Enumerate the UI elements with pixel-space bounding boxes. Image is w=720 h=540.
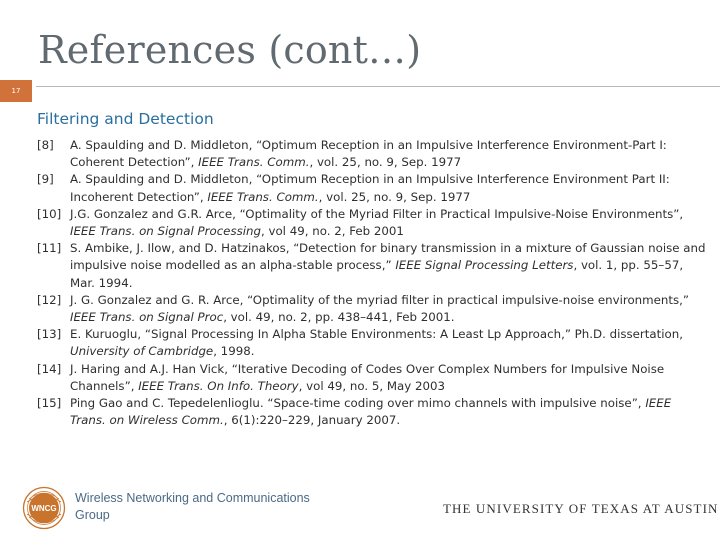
reference-fragment: , vol 49, no. 2, Feb 2001: [260, 224, 404, 239]
reference-venue: IEEE Signal Processing Letters: [395, 258, 574, 273]
slide-title: References (cont…): [38, 28, 422, 72]
reference-venue: IEEE Trans. on Wireless Comm.: [70, 396, 672, 428]
reference-item: [37, 361, 707, 395]
reference-fragment: A. Spaulding and D. Middleton, “Optimum Reception in an Impulsive Interference Environment-Part I: Coherent Detection”,: [70, 138, 667, 170]
reference-fragment: , vol. 1, pp. 55–57, Mar. 1994.: [70, 258, 684, 290]
title-divider: [36, 86, 720, 87]
section-heading: Filtering and Detection: [37, 110, 214, 128]
reference-fragment: E. Kuruoglu, “Signal Processing In Alpha Stable Environments: A Least Lp Approach,” Ph.D. dissertation,: [70, 327, 683, 342]
footer-group-line1: Wireless Networking and Communications: [75, 491, 310, 505]
reference-fragment: , vol. 25, no. 9, Sep. 1977: [309, 155, 462, 170]
footer-group-name: [75, 490, 310, 524]
reference-venue: IEEE Trans. on Signal Proc: [70, 310, 224, 325]
footer-group-line2: Group: [75, 508, 110, 522]
wncg-logo: [22, 486, 66, 530]
reference-item: [37, 240, 707, 292]
reference-number: [14]: [37, 361, 62, 376]
reference-fragment: J. G. Gonzalez and G. R. Arce, “Optimality of the myriad filter in practical impulsive-noise environments,”: [70, 292, 690, 307]
university-wordmark: THE UNIVERSITY OF TEXAS AT AUSTIN: [443, 501, 719, 516]
reference-text: [70, 137, 707, 171]
page-number-badge: 17: [0, 80, 32, 102]
reference-fragment: , 6(1):220–229, January 2007.: [223, 413, 401, 428]
reference-venue: IEEE Trans. On Info. Theory: [138, 378, 299, 393]
reference-item: [37, 395, 707, 429]
reference-fragment: , 1998.: [213, 344, 255, 359]
reference-fragment: J. Haring and A.J. Han Vick, “Iterative Decoding of Codes Over Complex Numbers for Impulsive Noise Channels”,: [70, 361, 665, 393]
reference-venue: IEEE Trans. Comm.: [207, 189, 319, 204]
svg-text:WNCG: WNCG: [31, 504, 57, 513]
reference-number: [10]: [37, 206, 62, 221]
reference-text: [70, 292, 707, 326]
reference-text: [70, 361, 707, 395]
reference-item: [37, 292, 707, 326]
reference-item: [37, 206, 707, 240]
reference-fragment: J.G. Gonzalez and G.R. Arce, “Optimality of the Myriad Filter in Practical Impulsive-Noise Environments”,: [70, 206, 684, 221]
reference-fragment: S. Ambike, J. Ilow, and D. Hatzinakos, “Detection for binary transmission in a mixture of Gaussian noise and impulsive noise modelled as an alpha-stable process,”: [70, 241, 706, 273]
reference-text: [70, 206, 707, 240]
reference-number: [15]: [37, 396, 62, 411]
reference-fragment: A. Spaulding and D. Middleton, “Optimum Reception in an Impulsive Interference Environment Part II: Incoherent Detection”,: [70, 172, 670, 204]
reference-number: [12]: [37, 292, 62, 307]
reference-fragment: , vol 49, no. 5, May 2003: [298, 378, 446, 393]
reference-fragment: Ping Gao and C. Tepedelenlioglu. “Space-time coding over mimo channels with impulsive noise”,: [70, 396, 646, 411]
reference-fragment: , vol. 25, no. 9, Sep. 1977: [318, 189, 471, 204]
reference-list: [37, 137, 707, 429]
reference-number: [8]: [37, 138, 54, 152]
reference-number: [11]: [37, 241, 62, 256]
reference-text: [70, 240, 707, 292]
reference-item: [37, 137, 707, 171]
reference-text: [70, 395, 707, 429]
reference-venue: IEEE Trans. on Signal Processing: [70, 224, 261, 239]
reference-text: [70, 171, 707, 205]
reference-venue: IEEE Trans. Comm.: [198, 155, 310, 170]
reference-item: [37, 326, 707, 360]
reference-number: [13]: [37, 327, 62, 342]
reference-item: [37, 171, 707, 205]
reference-venue: University of Cambridge: [70, 344, 214, 359]
reference-fragment: , vol. 49, no. 2, pp. 438–441, Feb 2001.: [223, 310, 455, 325]
reference-number: [9]: [37, 172, 54, 187]
reference-text: [70, 326, 707, 360]
